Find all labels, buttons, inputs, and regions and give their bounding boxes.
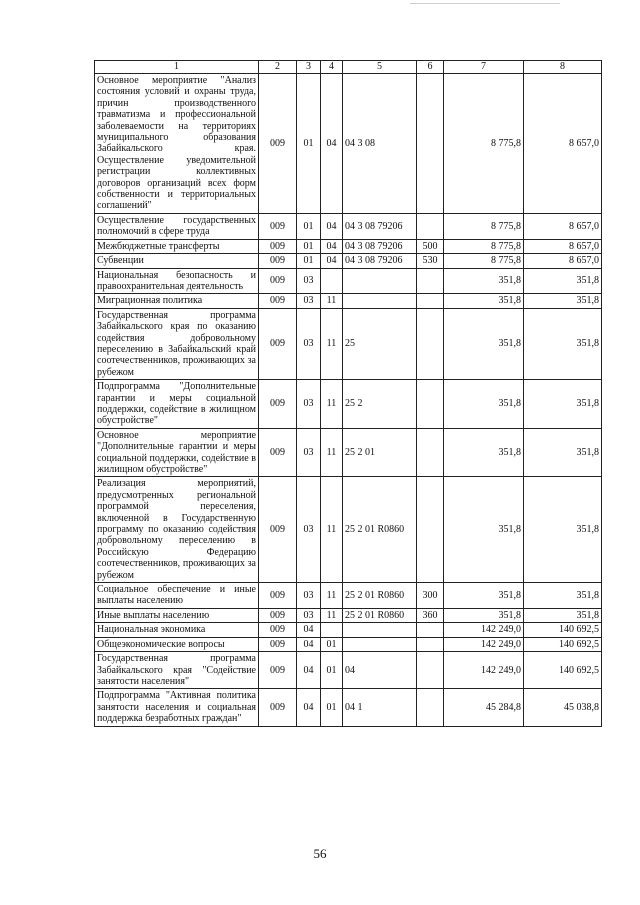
row-name-cell: Государственная программа Забайкальского края "Содействие занятости населения" [95, 652, 259, 689]
column-header: 8 [524, 61, 602, 74]
row-name-cell: Межбюджетные трансферты [95, 239, 259, 253]
subsection-code-cell: 01 [321, 652, 343, 689]
grbs-code-cell: 009 [259, 652, 297, 689]
amount-year1-cell: 8 775,8 [444, 74, 524, 214]
section-code-cell: 03 [297, 428, 321, 477]
amount-year1-cell: 8 775,8 [444, 254, 524, 268]
amount-year2-cell: 351,8 [524, 477, 602, 583]
row-name-cell: Национальная экономика [95, 623, 259, 637]
row-name-cell: Иные выплаты населению [95, 608, 259, 622]
page-number: 56 [313, 846, 327, 861]
grbs-code-cell: 009 [259, 74, 297, 214]
table-row [95, 652, 602, 689]
column-header: 6 [417, 61, 444, 74]
table-row [95, 74, 602, 214]
section-code-cell: 04 [297, 623, 321, 637]
target-article-cell [343, 268, 417, 294]
table-row [95, 689, 602, 726]
row-name-cell: Основное мероприятие "Анализ состояния условий и охраны труда, причин производственного травматизма и профессиональной заболеваемости на территориях муниципального образования Забайкальского края. Осуществление уведомительной регистрации коллективных договоров организаций всех форм собственности и территориальных соглашений" [95, 74, 259, 214]
row-name-cell: Субвенции [95, 254, 259, 268]
target-article-cell: 04 3 08 79206 [343, 213, 417, 239]
section-code-cell: 01 [297, 239, 321, 253]
subsection-code-cell: 04 [321, 213, 343, 239]
amount-year2-cell: 351,8 [524, 428, 602, 477]
subsection-code-cell: 04 [321, 254, 343, 268]
row-name-cell: Социальное обеспечение и иные выплаты населению [95, 583, 259, 609]
amount-year2-cell: 351,8 [524, 294, 602, 308]
section-code-cell: 03 [297, 583, 321, 609]
section-code-cell: 04 [297, 652, 321, 689]
grbs-code-cell: 009 [259, 308, 297, 379]
amount-year1-cell: 351,8 [444, 583, 524, 609]
subsection-code-cell: 01 [321, 689, 343, 726]
table-row [95, 239, 602, 253]
column-header: 3 [297, 61, 321, 74]
row-name-cell: Подпрограмма "Дополнительные гарантии и меры социальной поддержки, содействие в жилищном обустройстве" [95, 380, 259, 429]
amount-year2-cell: 351,8 [524, 268, 602, 294]
table-row [95, 213, 602, 239]
subsection-code-cell [321, 268, 343, 294]
section-code-cell: 03 [297, 380, 321, 429]
amount-year1-cell: 351,8 [444, 428, 524, 477]
target-article-cell: 25 2 01 [343, 428, 417, 477]
expense-type-cell [417, 74, 444, 214]
expense-type-cell [417, 689, 444, 726]
amount-year1-cell: 8 775,8 [444, 239, 524, 253]
expense-type-cell [417, 308, 444, 379]
target-article-cell: 04 3 08 79206 [343, 254, 417, 268]
grbs-code-cell: 009 [259, 268, 297, 294]
grbs-code-cell: 009 [259, 477, 297, 583]
subsection-code-cell: 11 [321, 294, 343, 308]
expense-type-cell [417, 428, 444, 477]
grbs-code-cell: 009 [259, 254, 297, 268]
expense-type-cell [417, 652, 444, 689]
column-header: 7 [444, 61, 524, 74]
section-code-cell: 03 [297, 477, 321, 583]
target-article-cell: 04 3 08 79206 [343, 239, 417, 253]
amount-year1-cell: 351,8 [444, 477, 524, 583]
table-row [95, 623, 602, 637]
subsection-code-cell: 11 [321, 608, 343, 622]
expense-type-cell: 360 [417, 608, 444, 622]
section-code-cell: 01 [297, 74, 321, 214]
section-code-cell: 03 [297, 308, 321, 379]
grbs-code-cell: 009 [259, 294, 297, 308]
amount-year1-cell: 351,8 [444, 380, 524, 429]
subsection-code-cell: 11 [321, 477, 343, 583]
target-article-cell: 25 2 01 R0860 [343, 477, 417, 583]
subsection-code-cell: 11 [321, 583, 343, 609]
target-article-cell [343, 637, 417, 651]
section-code-cell: 04 [297, 637, 321, 651]
grbs-code-cell: 009 [259, 380, 297, 429]
table-row [95, 308, 602, 379]
table-row [95, 294, 602, 308]
expense-type-cell [417, 380, 444, 429]
grbs-code-cell: 009 [259, 689, 297, 726]
target-article-cell: 25 [343, 308, 417, 379]
section-code-cell: 01 [297, 254, 321, 268]
target-article-cell: 25 2 01 R0860 [343, 583, 417, 609]
row-name-cell: Реализация мероприятий, предусмотренных региональной программой переселения, включенной в Государственную программу по оказанию содействия добровольному переселению в Российскую Федерацию соотечественников, проживающих за рубежом [95, 477, 259, 583]
grbs-code-cell: 009 [259, 608, 297, 622]
amount-year1-cell: 142 249,0 [444, 637, 524, 651]
amount-year2-cell: 8 657,0 [524, 239, 602, 253]
amount-year2-cell: 8 657,0 [524, 74, 602, 214]
amount-year1-cell: 142 249,0 [444, 623, 524, 637]
row-name-cell: Подпрограмма "Активная политика занятости населения и социальная поддержка безработных граждан" [95, 689, 259, 726]
amount-year1-cell: 142 249,0 [444, 652, 524, 689]
expense-type-cell [417, 213, 444, 239]
amount-year2-cell: 140 692,5 [524, 652, 602, 689]
amount-year2-cell: 8 657,0 [524, 213, 602, 239]
subsection-code-cell: 01 [321, 637, 343, 651]
section-code-cell: 04 [297, 689, 321, 726]
row-name-cell: Миграционная политика [95, 294, 259, 308]
expense-type-cell [417, 623, 444, 637]
target-article-cell: 25 2 [343, 380, 417, 429]
table-row [95, 268, 602, 294]
table-row [95, 380, 602, 429]
subsection-code-cell: 11 [321, 308, 343, 379]
subsection-code-cell [321, 623, 343, 637]
section-code-cell: 01 [297, 213, 321, 239]
amount-year1-cell: 351,8 [444, 608, 524, 622]
subsection-code-cell: 11 [321, 428, 343, 477]
column-header: 1 [95, 61, 259, 74]
amount-year2-cell: 8 657,0 [524, 254, 602, 268]
amount-year1-cell: 45 284,8 [444, 689, 524, 726]
expense-type-cell: 500 [417, 239, 444, 253]
amount-year2-cell: 140 692,5 [524, 623, 602, 637]
target-article-cell [343, 623, 417, 637]
amount-year1-cell: 8 775,8 [444, 213, 524, 239]
target-article-cell: 04 1 [343, 689, 417, 726]
table-header-row [95, 61, 602, 74]
row-name-cell: Государственная программа Забайкальского края по оказанию содействия добровольному переселению в Забайкальский край соотечественников, проживающих за рубежом [95, 308, 259, 379]
table-row [95, 608, 602, 622]
table-row [95, 477, 602, 583]
grbs-code-cell: 009 [259, 213, 297, 239]
grbs-code-cell: 009 [259, 583, 297, 609]
grbs-code-cell: 009 [259, 239, 297, 253]
grbs-code-cell: 009 [259, 623, 297, 637]
amount-year1-cell: 351,8 [444, 308, 524, 379]
row-name-cell: Основное мероприятие "Дополнительные гарантии и меры социальной поддержки, содействие в жилищном обустройстве" [95, 428, 259, 477]
table-row [95, 254, 602, 268]
section-code-cell: 03 [297, 608, 321, 622]
target-article-cell: 04 [343, 652, 417, 689]
row-name-cell: Общеэкономические вопросы [95, 637, 259, 651]
expense-type-cell [417, 294, 444, 308]
expense-type-cell [417, 477, 444, 583]
expense-type-cell: 530 [417, 254, 444, 268]
expense-type-cell: 300 [417, 583, 444, 609]
expense-type-cell [417, 268, 444, 294]
target-article-cell: 25 2 01 R0860 [343, 608, 417, 622]
column-header: 4 [321, 61, 343, 74]
amount-year1-cell: 351,8 [444, 268, 524, 294]
amount-year2-cell: 351,8 [524, 608, 602, 622]
table-row [95, 637, 602, 651]
expense-type-cell [417, 637, 444, 651]
grbs-code-cell: 009 [259, 428, 297, 477]
scan-top-rule [410, 3, 560, 4]
subsection-code-cell: 04 [321, 239, 343, 253]
subsection-code-cell: 04 [321, 74, 343, 214]
target-article-cell [343, 294, 417, 308]
column-header: 5 [343, 61, 417, 74]
row-name-cell: Национальная безопасность и правоохранительная деятельность [95, 268, 259, 294]
column-header: 2 [259, 61, 297, 74]
amount-year2-cell: 45 038,8 [524, 689, 602, 726]
amount-year2-cell: 351,8 [524, 308, 602, 379]
row-name-cell: Осуществление государственных полномочий в сфере труда [95, 213, 259, 239]
grbs-code-cell: 009 [259, 637, 297, 651]
amount-year2-cell: 351,8 [524, 583, 602, 609]
amount-year2-cell: 140 692,5 [524, 637, 602, 651]
table-row [95, 583, 602, 609]
budget-table [94, 60, 602, 727]
amount-year1-cell: 351,8 [444, 294, 524, 308]
target-article-cell: 04 3 08 [343, 74, 417, 214]
amount-year2-cell: 351,8 [524, 380, 602, 429]
table-row [95, 428, 602, 477]
subsection-code-cell: 11 [321, 380, 343, 429]
section-code-cell: 03 [297, 268, 321, 294]
section-code-cell: 03 [297, 294, 321, 308]
